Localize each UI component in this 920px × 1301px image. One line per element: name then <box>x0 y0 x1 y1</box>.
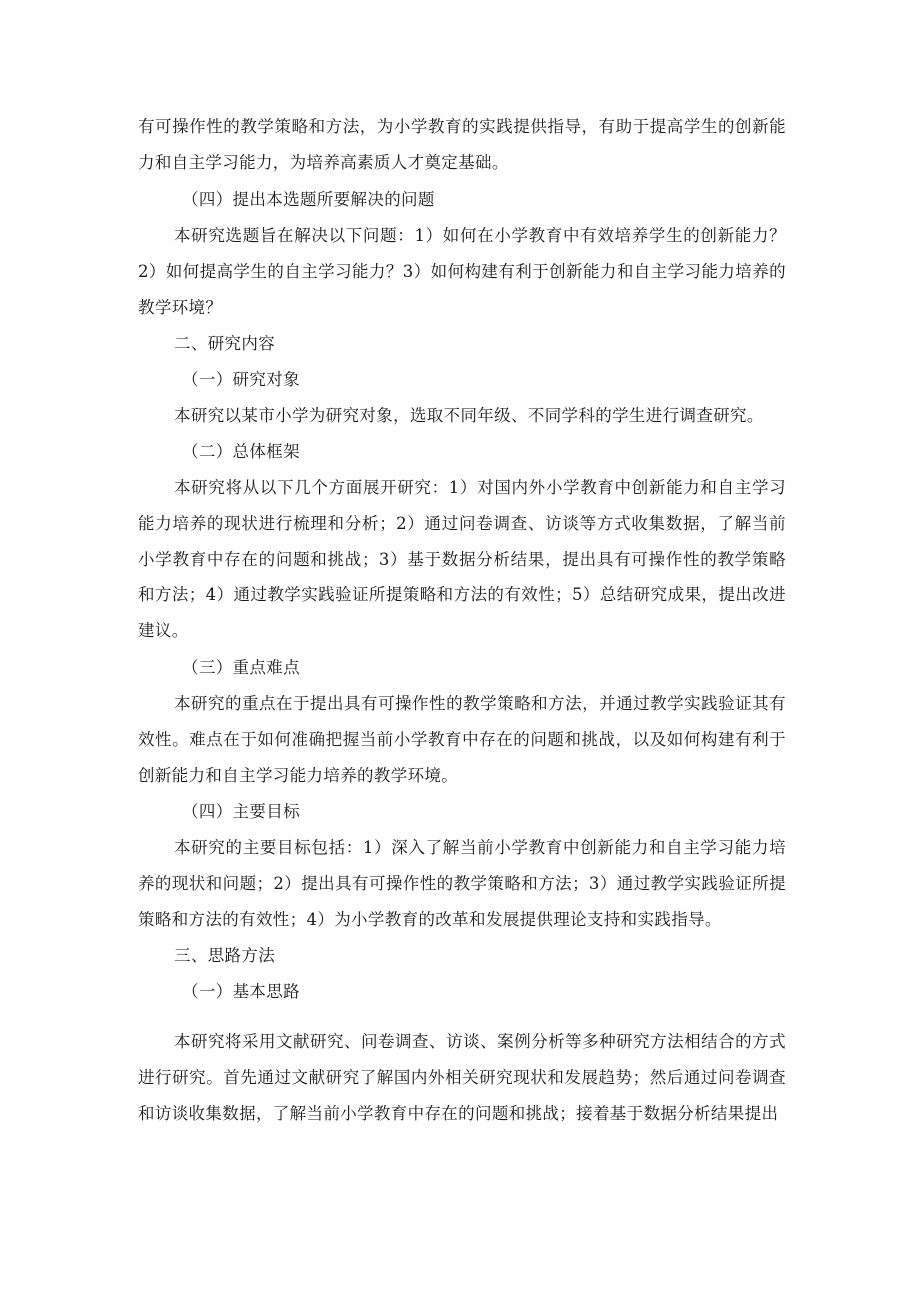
paragraph-intro-continuation: 有可操作性的教学策略和方法，为小学教育的实践提供指导，有助于提高学生的创新能力和自主学习能力，为培养高素质人才奠定基础。 <box>138 117 786 172</box>
subheading-main-goals: （四）主要目标 <box>182 802 300 821</box>
heading-research-content: 二、研究内容 <box>174 334 276 353</box>
subheading-key-difficulties: （三）重点难点 <box>182 658 300 677</box>
paragraph-main-goals: 本研究的主要目标包括：1）深入了解当前小学教育中创新能力和自主学习能力培养的现状和问题；2）提出具有可操作性的教学策略和方法；3）通过教学实践验证所提策略和方法的有效性；4）为小学教育的改革和发展提供理论支持和实践指导。 <box>138 838 786 929</box>
paragraph-basic-approach: 本研究将采用文献研究、问卷调查、访谈、案例分析等多种研究方法相结合的方式进行研究。首先通过文献研究了解国内外相关研究现状和发展趋势；然后通过问卷调查和访谈收集数据，了解当前小学教育中存在的问题和挑战；接着基于数据分析结果提出 <box>138 1032 786 1123</box>
subheading-research-object: （一）研究对象 <box>182 370 300 389</box>
subheading-framework: （二）总体框架 <box>182 442 300 461</box>
subheading-problems: （四）提出本选题所要解决的问题 <box>182 190 435 209</box>
heading-approach-methods: 三、思路方法 <box>174 946 276 965</box>
paragraph-problems: 本研究选题旨在解决以下问题：1）如何在小学教育中有效培养学生的创新能力？2）如何提高学生的自主学习能力？3）如何构建有利于创新能力和自主学习能力培养的教学环境？ <box>138 226 786 317</box>
paragraph-framework: 本研究将从以下几个方面展开研究：1）对国内外小学教育中创新能力和自主学习能力培养的现状进行梳理和分析；2）通过问卷调查、访谈等方式收集数据，了解当前小学教育中存在的问题和挑战；3）基于数据分析结果，提出具有可操作性的教学策略和方法；4）通过教学实践验证所提策略和方法的有效性；5）总结研究成果，提出改进建议。 <box>138 478 786 641</box>
paragraph-research-object: 本研究以某市小学为研究对象，选取不同年级、不同学科的学生进行调查研究。 <box>174 406 764 425</box>
subheading-basic-approach: （一）基本思路 <box>182 982 300 1001</box>
paragraph-key-difficulties: 本研究的重点在于提出具有可操作性的教学策略和方法，并通过教学实践验证其有效性。难点在于如何准确把握当前小学教育中存在的问题和挑战，以及如何构建有利于创新能力和自主学习能力培养的教学环境。 <box>138 694 786 785</box>
